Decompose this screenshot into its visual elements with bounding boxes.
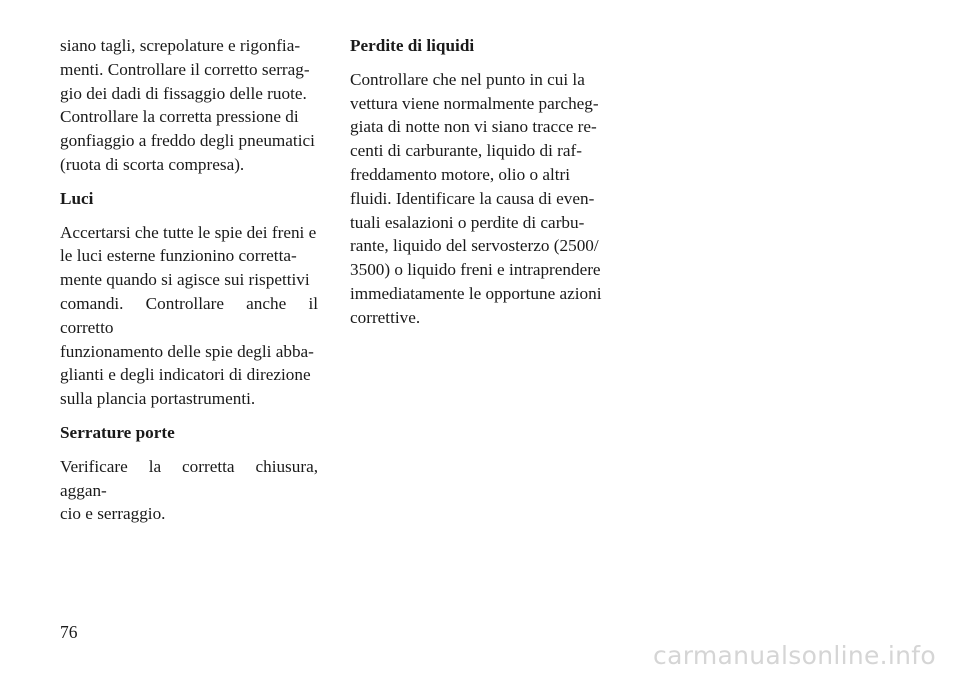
paragraph-intro xyxy=(60,34,318,177)
text-line: sulla plancia portastrumenti. xyxy=(60,389,256,409)
text-line: tuali esalazioni o perdite di carbu- xyxy=(350,212,585,232)
section-heading-perdite: Perdite di liquidi xyxy=(350,36,475,55)
paragraph-serrature xyxy=(60,455,318,526)
paragraph-luci xyxy=(60,221,318,411)
text-line: gonfiaggio a freddo degli pneumatici xyxy=(60,131,315,151)
text-line: funzionamento delle spie degli abba- xyxy=(60,341,314,361)
text-line: glianti e degli indicatori di direzione xyxy=(60,365,311,385)
text-line: freddamento motore, olio o altri xyxy=(350,164,571,184)
text-line: Controllare che nel punto in cui la xyxy=(350,69,585,89)
section-heading-serrature: Serrature porte xyxy=(60,422,175,442)
text-line: immediatamente le opportune azioni xyxy=(350,283,602,303)
text-line: giata di notte non vi siano tracce re- xyxy=(350,117,597,137)
text-line: comandi. Controllare anche il corretto xyxy=(60,293,318,337)
text-line: menti. Controllare il corretto serrag- xyxy=(60,59,310,79)
watermark-text: carmanualsonline.info xyxy=(653,641,936,670)
text-line: Accertarsi che tutte le spie dei freni e xyxy=(60,222,317,242)
text-line: cio e serraggio. xyxy=(60,504,166,524)
text-line: Verificare la corretta chiusura, aggan- xyxy=(60,456,318,500)
left-column xyxy=(60,34,318,526)
text-line: siano tagli, screpolature e rigonfia- xyxy=(60,36,301,55)
page-number: 76 xyxy=(60,622,78,642)
text-line: gio dei dadi di fissaggio delle ruote. xyxy=(60,83,307,103)
text-line: le luci esterne funzionino corretta- xyxy=(60,246,297,266)
text-line: correttive. xyxy=(350,307,421,327)
text-line: fluidi. Identificare la causa di even- xyxy=(350,188,595,208)
text-line: Controllare la corretta pressione di xyxy=(60,107,299,127)
section-heading-luci: Luci xyxy=(60,188,94,208)
text-line: 3500) o liquido freni e intraprendere xyxy=(350,260,601,280)
text-line: (ruota di scorta compresa). xyxy=(60,154,245,174)
right-column xyxy=(350,34,608,330)
text-line: mente quando si agisce sui rispettivi xyxy=(60,270,310,290)
text-line: vettura viene normalmente parcheg- xyxy=(350,93,599,113)
text-line: rante, liquido del servosterzo (2500/ xyxy=(350,236,599,256)
text-line: centi di carburante, liquido di raf- xyxy=(350,141,582,161)
paragraph-perdite xyxy=(350,68,608,330)
